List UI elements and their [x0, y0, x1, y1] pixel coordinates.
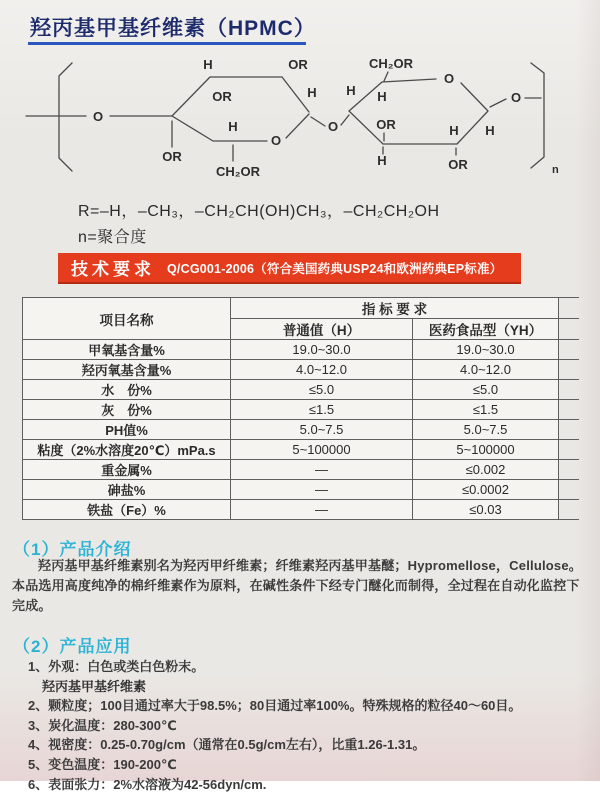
- value-h: 4.0~12.0: [231, 360, 413, 380]
- oxygen-label: O: [510, 90, 522, 105]
- item-name: 粘度（2%水溶度20℃）mPa.s: [23, 440, 231, 460]
- table-row: [23, 360, 579, 380]
- list-item: 5、变色温度：190-200℃: [28, 756, 177, 772]
- bridge-oxygen-label: O: [327, 119, 339, 134]
- value-h: —: [231, 460, 413, 480]
- banner-standard-code: Q/CG001-2006（符合美国药典USP24和欧洲药典EP标准）: [167, 261, 503, 276]
- or-label: OR: [162, 149, 182, 164]
- h-label: H: [449, 123, 459, 138]
- or-label: OR: [376, 117, 396, 132]
- or-label: OR: [288, 57, 308, 72]
- value-h: 5~100000: [231, 440, 413, 460]
- scan-line-extension: [559, 500, 579, 520]
- scan-line-extension: [559, 340, 579, 360]
- col-header-spec: 指 标 要 求: [231, 298, 559, 319]
- list-item: 1、外观：白色或类白色粉末。: [28, 659, 205, 674]
- table-row: [23, 460, 579, 480]
- item-name: 铁盐（Fe）%: [23, 500, 231, 520]
- title-underline: [28, 42, 306, 45]
- value-yh: 5~100000: [413, 440, 559, 460]
- ch2or-label: CH₂OR: [215, 164, 261, 179]
- section-title-product-application: （2）产品应用: [13, 637, 132, 656]
- ring-oxygen-label: O: [443, 71, 455, 86]
- item-name: 羟丙氧基含量%: [23, 360, 231, 380]
- list-item: 6、表面张力：2%水溶液为42-56dyn/cm.: [28, 776, 267, 792]
- bond: [311, 117, 325, 126]
- or-label: OR: [212, 89, 232, 104]
- col-header-yh: 医药食品型（YH）: [413, 319, 559, 340]
- bond: [341, 115, 349, 125]
- product-intro-paragraph: 羟丙基甲基纤维素别名为羟丙甲纤维素；纤维素羟丙基甲基醚；Hypromellose，Cellulose。本品选用高度纯净的棉纤维素作为原料，在碱性条件下经专门醚化而制得，全过程在自动化监控下完成。: [12, 558, 582, 613]
- h-label: H: [377, 153, 387, 168]
- value-h: 5.0~7.5: [231, 420, 413, 440]
- table-row: [23, 480, 579, 500]
- list-item: 4、视密度：0.25-0.70g/cm（通常在0.5g/cm左右），比重1.26-1.31。: [28, 737, 426, 753]
- section-title-product-intro: （1）产品介绍: [13, 540, 132, 559]
- technical-requirements-banner: [58, 253, 521, 284]
- table-row: [23, 400, 579, 420]
- n-subscript: n: [552, 164, 559, 176]
- scan-line-extension: [559, 440, 579, 460]
- spec-table: [22, 297, 579, 520]
- value-yh: 5.0~7.5: [413, 420, 559, 440]
- value-h: ≤5.0: [231, 380, 413, 400]
- scan-line-extension: [559, 319, 579, 340]
- right-bracket: [531, 63, 544, 168]
- bond: [384, 72, 388, 81]
- value-h: 19.0~30.0: [231, 340, 413, 360]
- value-h: —: [231, 500, 413, 520]
- col-header-item: 项目名称: [23, 298, 231, 340]
- value-h: —: [231, 480, 413, 500]
- item-name: 灰 份%: [23, 400, 231, 420]
- oxygen-label: O: [92, 109, 104, 124]
- item-name: 重金属%: [23, 460, 231, 480]
- table-row: [23, 440, 579, 460]
- h-label: H: [228, 119, 238, 134]
- ch2or-label: CH₂OR: [368, 56, 414, 71]
- table-row: [23, 420, 579, 440]
- scan-line-extension: [559, 400, 579, 420]
- scan-line-extension: [559, 460, 579, 480]
- value-yh: 4.0~12.0: [413, 360, 559, 380]
- h-label: H: [485, 123, 495, 138]
- value-h: ≤1.5: [231, 400, 413, 420]
- ring-a: [172, 77, 309, 141]
- list-item: 2、颗粒度；100目通过率大于98.5%；80目通过率100%。特殊规格的粒径40～60目。: [28, 698, 522, 714]
- ring-b: [349, 79, 488, 144]
- value-yh: ≤0.002: [413, 460, 559, 480]
- table-row: [23, 380, 579, 400]
- value-yh: ≤1.5: [413, 400, 559, 420]
- or-label: OR: [448, 157, 468, 172]
- value-yh: ≤0.03: [413, 500, 559, 520]
- list-item-subheading: 羟丙基甲基纤维素: [42, 678, 147, 694]
- page-title: 羟丙基甲基纤维素（HPMC）: [30, 17, 316, 40]
- h-label: H: [203, 57, 213, 72]
- item-name: 砷盐%: [23, 480, 231, 500]
- value-yh: ≤5.0: [413, 380, 559, 400]
- left-bracket: [59, 63, 72, 171]
- col-header-h: 普通值（H）: [231, 319, 413, 340]
- substituent-formula: R=–H，–CH₃，–CH₂CH(OH)CH₃，–CH₂CH₂OH: [78, 203, 440, 220]
- item-name: 甲氧基含量%: [23, 340, 231, 360]
- scan-line-extension: [559, 298, 579, 319]
- bond: [490, 99, 506, 107]
- table-row: [23, 340, 579, 360]
- item-name: 水 份%: [23, 380, 231, 400]
- banner-label: 技术要求: [71, 260, 155, 279]
- scan-line-extension: [559, 420, 579, 440]
- scan-line-extension: [559, 380, 579, 400]
- h-label: H: [346, 83, 356, 98]
- scan-line-extension: [559, 480, 579, 500]
- product-application-list: [28, 657, 588, 794]
- h-label: H: [377, 89, 387, 104]
- list-item: 3、炭化温度：280-300℃: [28, 717, 177, 733]
- chemical-structure-diagram: [20, 57, 580, 189]
- scan-line-extension: [559, 360, 579, 380]
- polymerization-degree: n=聚合度: [78, 229, 147, 246]
- item-name: PH值%: [23, 420, 231, 440]
- h-label: H: [307, 85, 317, 100]
- ring-oxygen-label: O: [270, 133, 282, 148]
- table-row: [23, 500, 579, 520]
- value-yh: 19.0~30.0: [413, 340, 559, 360]
- value-yh: ≤0.0002: [413, 480, 559, 500]
